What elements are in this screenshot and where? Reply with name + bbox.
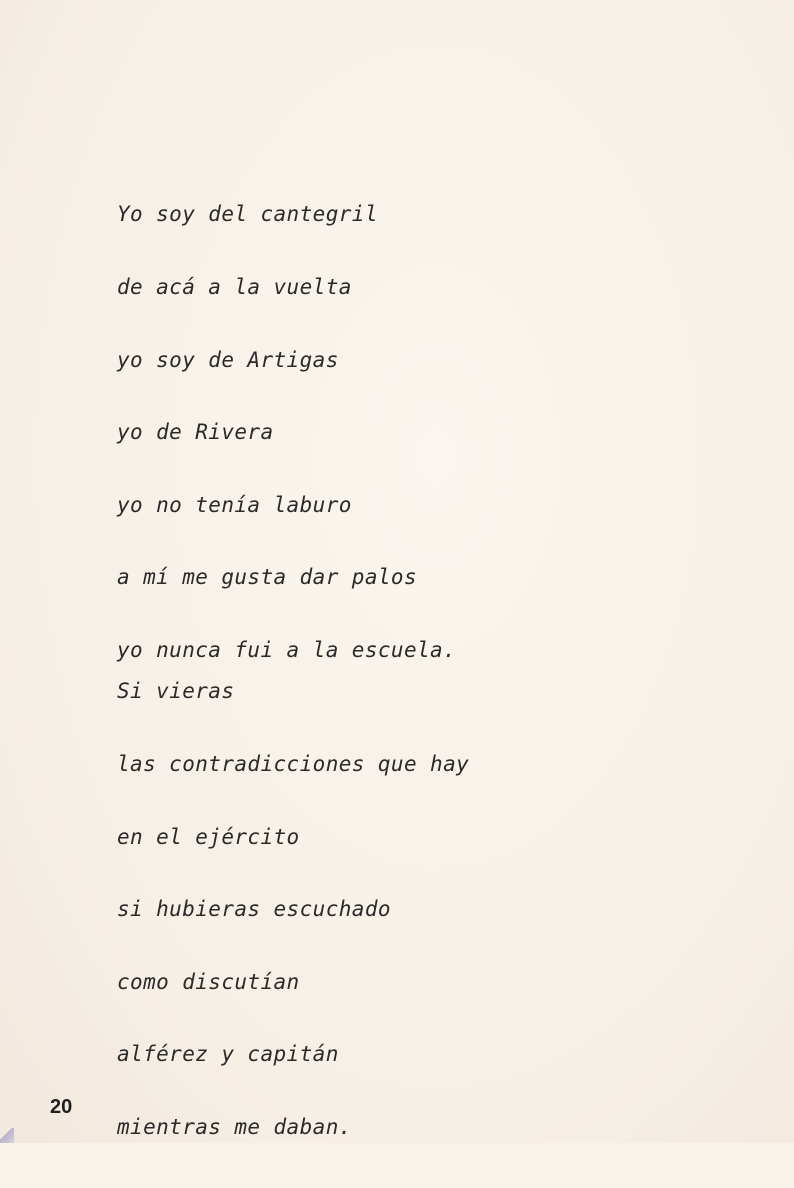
poem-line: yo nunca fui a la escuela. [117, 637, 457, 662]
poem-stanza-1 [117, 154, 456, 711]
poem-line: yo de Rivera [117, 420, 274, 445]
poem-line: a mí me gusta dar palos [117, 565, 417, 590]
poem-line: si hubieras escuchado [117, 897, 391, 922]
poem-line: mientras me daban. [117, 1114, 352, 1139]
poem-stanza-2 [117, 631, 469, 1188]
poem-line: como discutían [117, 969, 300, 994]
poem-line: de acá a la vuelta [117, 275, 352, 299]
poem-line: yo soy de Artigas [117, 347, 339, 372]
poem-line: Si vieras [117, 679, 235, 704]
poem-line: yo no tenía laburo [117, 492, 352, 517]
poem-line: Yo soy del cantegril [117, 202, 378, 227]
poem-line: alférez y capitán [117, 1042, 339, 1067]
page-number: 20 [50, 1096, 73, 1118]
poem-line: las contradicciones que hay [117, 752, 470, 776]
poem-line: en el ejército [117, 824, 300, 849]
page-corner-mark [0, 1128, 14, 1143]
